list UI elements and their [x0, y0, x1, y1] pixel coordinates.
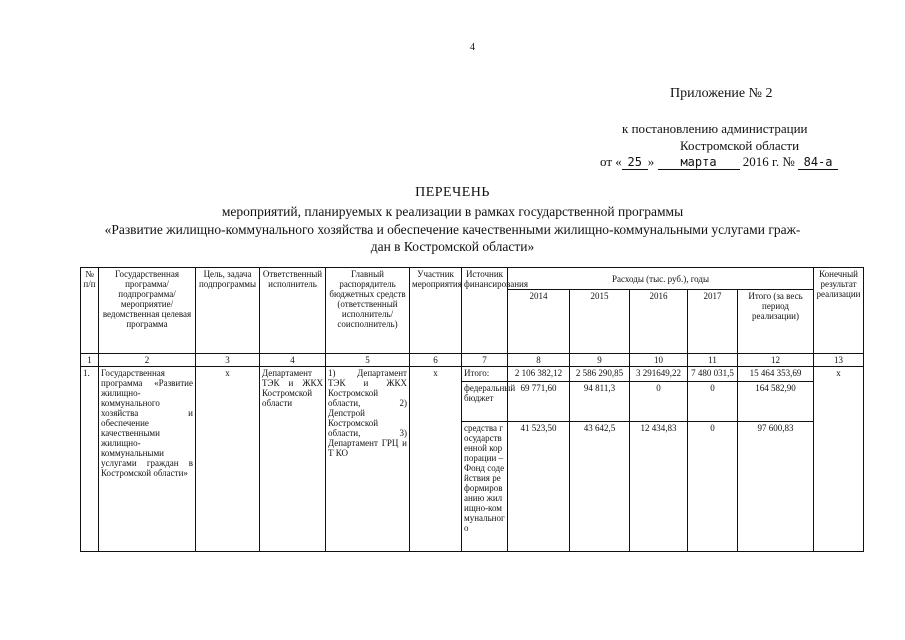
row-executor: Департамент ТЭК и ЖКХ Костромской области [260, 367, 326, 552]
measures-table [80, 267, 864, 552]
source-federal-2014: 69 771,60 [508, 382, 570, 422]
col-number: 5 [326, 354, 410, 367]
source-federal-label: федеральный бюджет [462, 382, 508, 422]
col-number: 10 [630, 354, 688, 367]
source-fund-2015: 43 642,5 [570, 422, 630, 552]
source-federal-sum: 164 582,90 [738, 382, 814, 422]
decree-ref-line2: Костромской области [680, 138, 800, 153]
source-fund-label: средства государственной корпорации – Фонд содействия реформированию жилищно-коммунального [462, 422, 508, 552]
header-num: № п/п [81, 268, 99, 354]
decree-number: 84-а [798, 155, 838, 170]
row-program: Государственная программа «Развитие жилищно-коммунального хозяйства и обеспечение качественными жилищно-коммунальными услугами граждан в Костромской области» [99, 367, 196, 552]
annex-title: Приложение № 2 [670, 86, 773, 101]
col-number: 7 [462, 354, 508, 367]
source-federal-2016: 0 [630, 382, 688, 422]
col-number: 6 [410, 354, 462, 367]
date-mid: » [647, 154, 655, 169]
header-expenses: Расходы (тыс. руб.), годы [508, 268, 814, 290]
header-year-2017: 2017 [688, 290, 738, 354]
row-participant: х [410, 367, 462, 552]
source-total-sum: 15 464 353,69 [738, 367, 814, 382]
header-manager: Главный распорядитель бюджетных средств (ответственный исполнитель/соисполнитель) [326, 268, 410, 354]
decree-date-line [600, 154, 838, 170]
doc-title: ПЕРЕЧЕНЬ [415, 185, 490, 200]
col-number: 3 [196, 354, 260, 367]
source-total-2017: 7 480 031,5 [688, 367, 738, 382]
column-numbers-row [81, 354, 864, 367]
header-total: Итого (за весь период реализации) [738, 290, 814, 354]
doc-subtitle-line1: мероприятий, планируемых к реализации в рамках государственной программы [221, 204, 684, 219]
col-number: 2 [99, 354, 196, 367]
date-day: 25 [622, 155, 648, 170]
header-source: Источник финансирования [462, 268, 508, 354]
header-executor: Ответственный исполнитель [260, 268, 326, 354]
date-month: марта [658, 155, 740, 170]
source-fund-sum: 97 600,83 [738, 422, 814, 552]
row-num: 1. [81, 367, 99, 552]
header-program: Государственная программа/подпрограмма/мероприятие/ведомственная целевая программа [99, 268, 196, 354]
row-manager: 1) Департамент ТЭК и ЖКХ Костромской области, 2) Депстрой Костромской области, 3) Департамент ГРЦ и Т КО [326, 367, 410, 552]
source-total-2016: 3 291649,22 [630, 367, 688, 382]
col-number: 13 [814, 354, 864, 367]
header-year-2015: 2015 [570, 290, 630, 354]
page-number: 4 [470, 42, 475, 53]
doc-subtitle-line3: дан в Костромской области» [370, 239, 535, 254]
source-federal-2017: 0 [688, 382, 738, 422]
doc-subtitle-line2: «Развитие жилищно-коммунального хозяйства и обеспечение качественными жилищно-коммунальными услугами граж- [104, 222, 801, 237]
header-goal: Цель, задача подпрограммы [196, 268, 260, 354]
row-result: х [814, 367, 864, 552]
row-goal: х [196, 367, 260, 552]
source-federal-2015: 94 811,3 [570, 382, 630, 422]
source-fund-2014: 41 523,50 [508, 422, 570, 552]
col-number: 1 [81, 354, 99, 367]
header-year-2016: 2016 [630, 290, 688, 354]
date-prefix: от « [600, 154, 622, 169]
col-number: 11 [688, 354, 738, 367]
col-number: 12 [738, 354, 814, 367]
date-year: 2016 г. № [742, 154, 795, 169]
source-fund-2016: 12 434,83 [630, 422, 688, 552]
header-year-2014: 2014 [508, 290, 570, 354]
source-fund-2017: 0 [688, 422, 738, 552]
decree-ref-line1: к постановлению администрации [622, 121, 808, 136]
source-total-2015: 2 586 290,85 [570, 367, 630, 382]
col-number: 4 [260, 354, 326, 367]
header-result: Конечный результат реализации [814, 268, 864, 354]
col-number: 8 [508, 354, 570, 367]
source-total-label: Итого: [462, 367, 508, 382]
header-participant: Участник мероприятия [410, 268, 462, 354]
source-total-2014: 2 106 382,12 [508, 367, 570, 382]
col-number: 9 [570, 354, 630, 367]
table-row [81, 367, 864, 382]
